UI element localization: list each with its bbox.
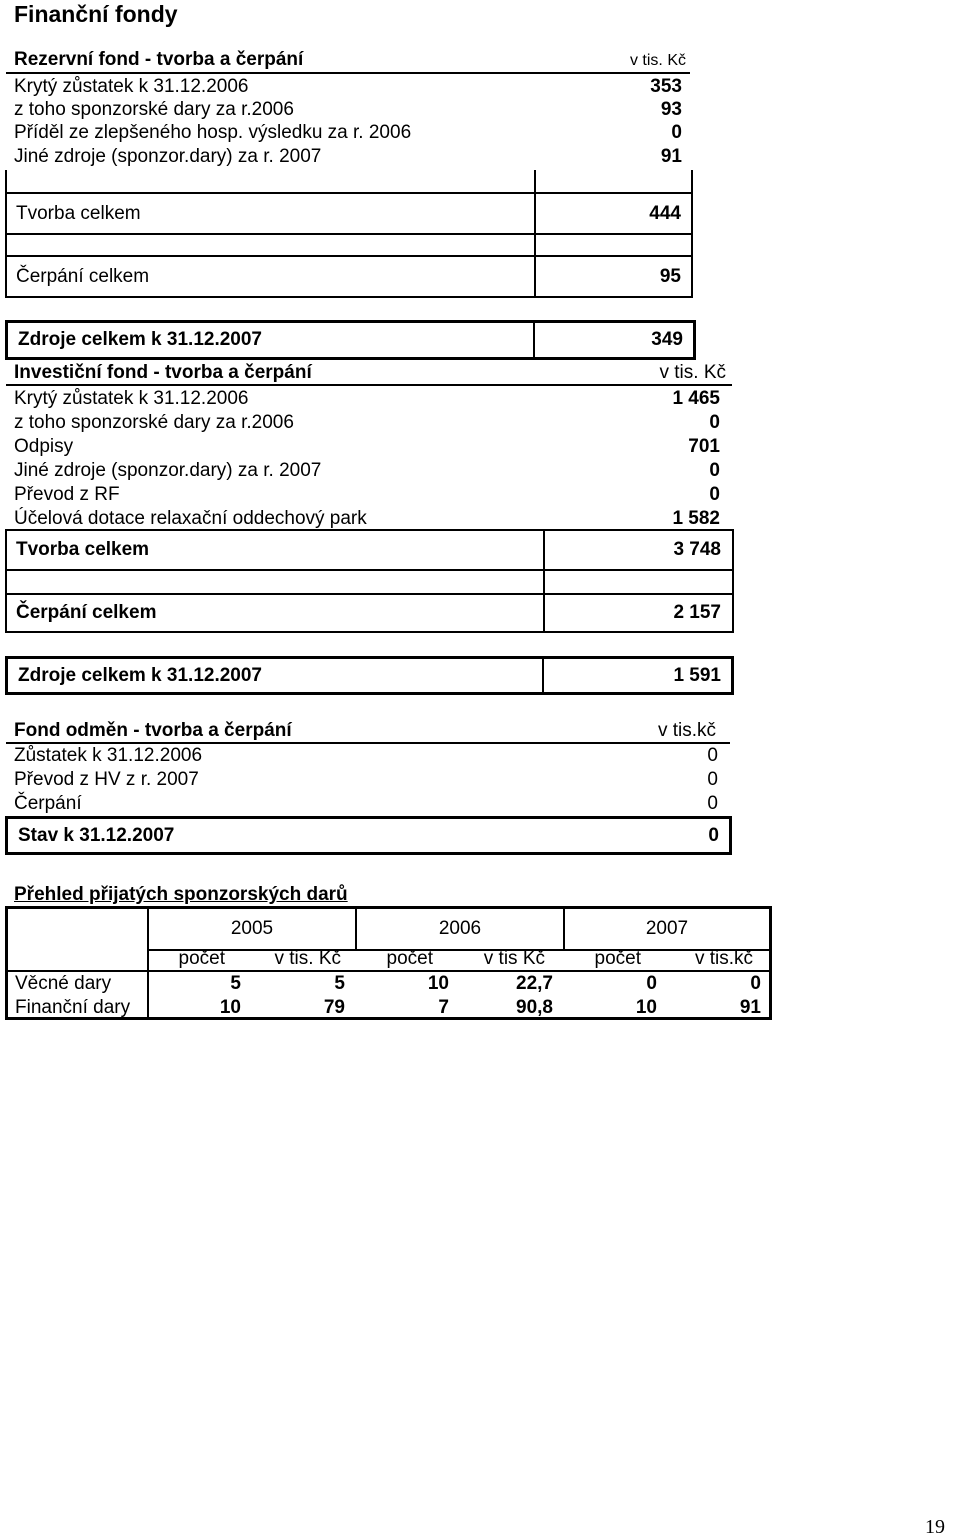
reserve-row-value: 353: [650, 76, 682, 97]
investment-cerpani-label: Čerpání celkem: [16, 602, 157, 623]
reward-row-value: 0: [707, 793, 718, 814]
investment-cerpani-value: 2 157: [673, 602, 721, 623]
donations-table: [5, 906, 772, 1020]
investment-row-value: 0: [709, 412, 720, 433]
reserve-tvorba-value: 444: [649, 203, 681, 224]
donations-row-label: Věcné dary: [15, 973, 112, 994]
donations-cell: 5: [334, 973, 345, 994]
investment-row-label: Účelová dotace relaxační oddechový park: [14, 508, 367, 529]
reserve-row-value: 0: [671, 122, 682, 143]
donations-cell: 10: [427, 973, 449, 994]
donations-subheader: v tis. Kč: [274, 948, 341, 969]
page-title: Finanční fondy: [14, 1, 178, 27]
investment-zdroje-label: Zdroje celkem k 31.12.2007: [18, 664, 262, 686]
investment-row-value: 0: [709, 484, 720, 505]
reserve-row-label: Příděl ze zlepšeného hosp. výsledku za r. 2006: [14, 122, 412, 143]
investment-zdroje-box: [5, 656, 734, 695]
investment-row-label: Jiné zdroje (sponzor.dary) za r. 2007: [14, 460, 322, 481]
donations-cell: 0: [646, 973, 657, 994]
reward-row-label: Převod z HV z r. 2007: [14, 769, 199, 790]
investment-fund-unit: v tis. Kč: [659, 362, 726, 383]
reserve-cerpani-value: 95: [659, 266, 681, 287]
donations-cell: 91: [739, 997, 761, 1018]
reserve-zdroje-label: Zdroje celkem k 31.12.2007: [18, 329, 262, 350]
page-number: 19: [925, 1516, 945, 1538]
donations-year-header: 2006: [438, 918, 482, 939]
reward-row-label: Zůstatek k 31.12.2006: [14, 745, 203, 766]
donations-cell: 79: [323, 997, 345, 1018]
donations-subheader: počet: [178, 948, 225, 969]
donations-cell: 0: [750, 973, 761, 994]
investment-row-label: Převod z RF: [14, 484, 120, 505]
reward-stav-value: 0: [708, 824, 719, 846]
reserve-row-label: Krytý zůstatek k 31.12.2006: [14, 76, 249, 97]
donations-subheader: počet: [594, 948, 641, 969]
investment-fund-heading: Investiční fond - tvorba a čerpání: [14, 362, 312, 383]
donations-cell: 10: [219, 997, 241, 1018]
investment-row-value: 701: [688, 436, 720, 457]
reward-fund-heading: Fond odměn - tvorba a čerpání: [14, 720, 292, 741]
donations-heading: Přehled přijatých sponzorských darů: [14, 884, 348, 905]
donations-cell: 5: [230, 973, 241, 994]
investment-tvorba-value: 3 748: [673, 539, 721, 560]
reserve-fund-totals: [5, 170, 693, 298]
reserve-row-label: Jiné zdroje (sponzor.dary) za r. 2007: [14, 146, 322, 167]
donations-subheader: v tis Kč: [483, 948, 545, 969]
reserve-fund-unit: v tis. Kč: [629, 52, 686, 69]
reward-stav-label: Stav k 31.12.2007: [18, 824, 175, 846]
donations-subheader: počet: [386, 948, 433, 969]
investment-row-label: Krytý zůstatek k 31.12.2006: [14, 388, 249, 409]
reward-row-value: 0: [707, 745, 718, 766]
reserve-tvorba-label: Tvorba celkem: [16, 203, 141, 224]
investment-row-value: 1 582: [672, 508, 720, 529]
investment-row-label: z toho sponzorské dary za r.2006: [14, 412, 294, 433]
investment-tvorba-label: Tvorba celkem: [16, 539, 150, 560]
reward-fund-unit: v tis.kč: [657, 720, 716, 741]
reserve-cerpani-label: Čerpání celkem: [16, 266, 150, 287]
donations-year-header: 2005: [230, 918, 274, 939]
donations-year-header: 2007: [645, 918, 689, 939]
reserve-row-value: 91: [660, 146, 682, 167]
donations-cell: 90,8: [516, 997, 553, 1018]
donations-row-label: Finanční dary: [15, 997, 131, 1018]
investment-row-value: 1 465: [672, 388, 720, 409]
investment-row-label: Odpisy: [14, 436, 74, 457]
investment-row-value: 0: [709, 460, 720, 481]
reserve-fund-heading: Rezervní fond - tvorba a čerpání: [14, 49, 304, 70]
investment-fund-totals: [5, 529, 734, 633]
donations-cell: 22,7: [516, 973, 553, 994]
reward-stav-box: [5, 816, 732, 855]
reserve-row-label: z toho sponzorské dary za r.2006: [14, 99, 294, 120]
reserve-zdroje-value: 349: [651, 329, 683, 350]
donations-subheader: v tis.kč: [694, 948, 753, 969]
donations-cell: 10: [635, 997, 657, 1018]
reserve-row-value: 93: [660, 99, 682, 120]
reserve-zdroje-box: [5, 320, 696, 360]
donations-cell: 7: [438, 997, 449, 1018]
investment-zdroje-value: 1 591: [673, 664, 721, 686]
reward-row-value: 0: [707, 769, 718, 790]
reward-row-label: Čerpání: [14, 793, 82, 814]
